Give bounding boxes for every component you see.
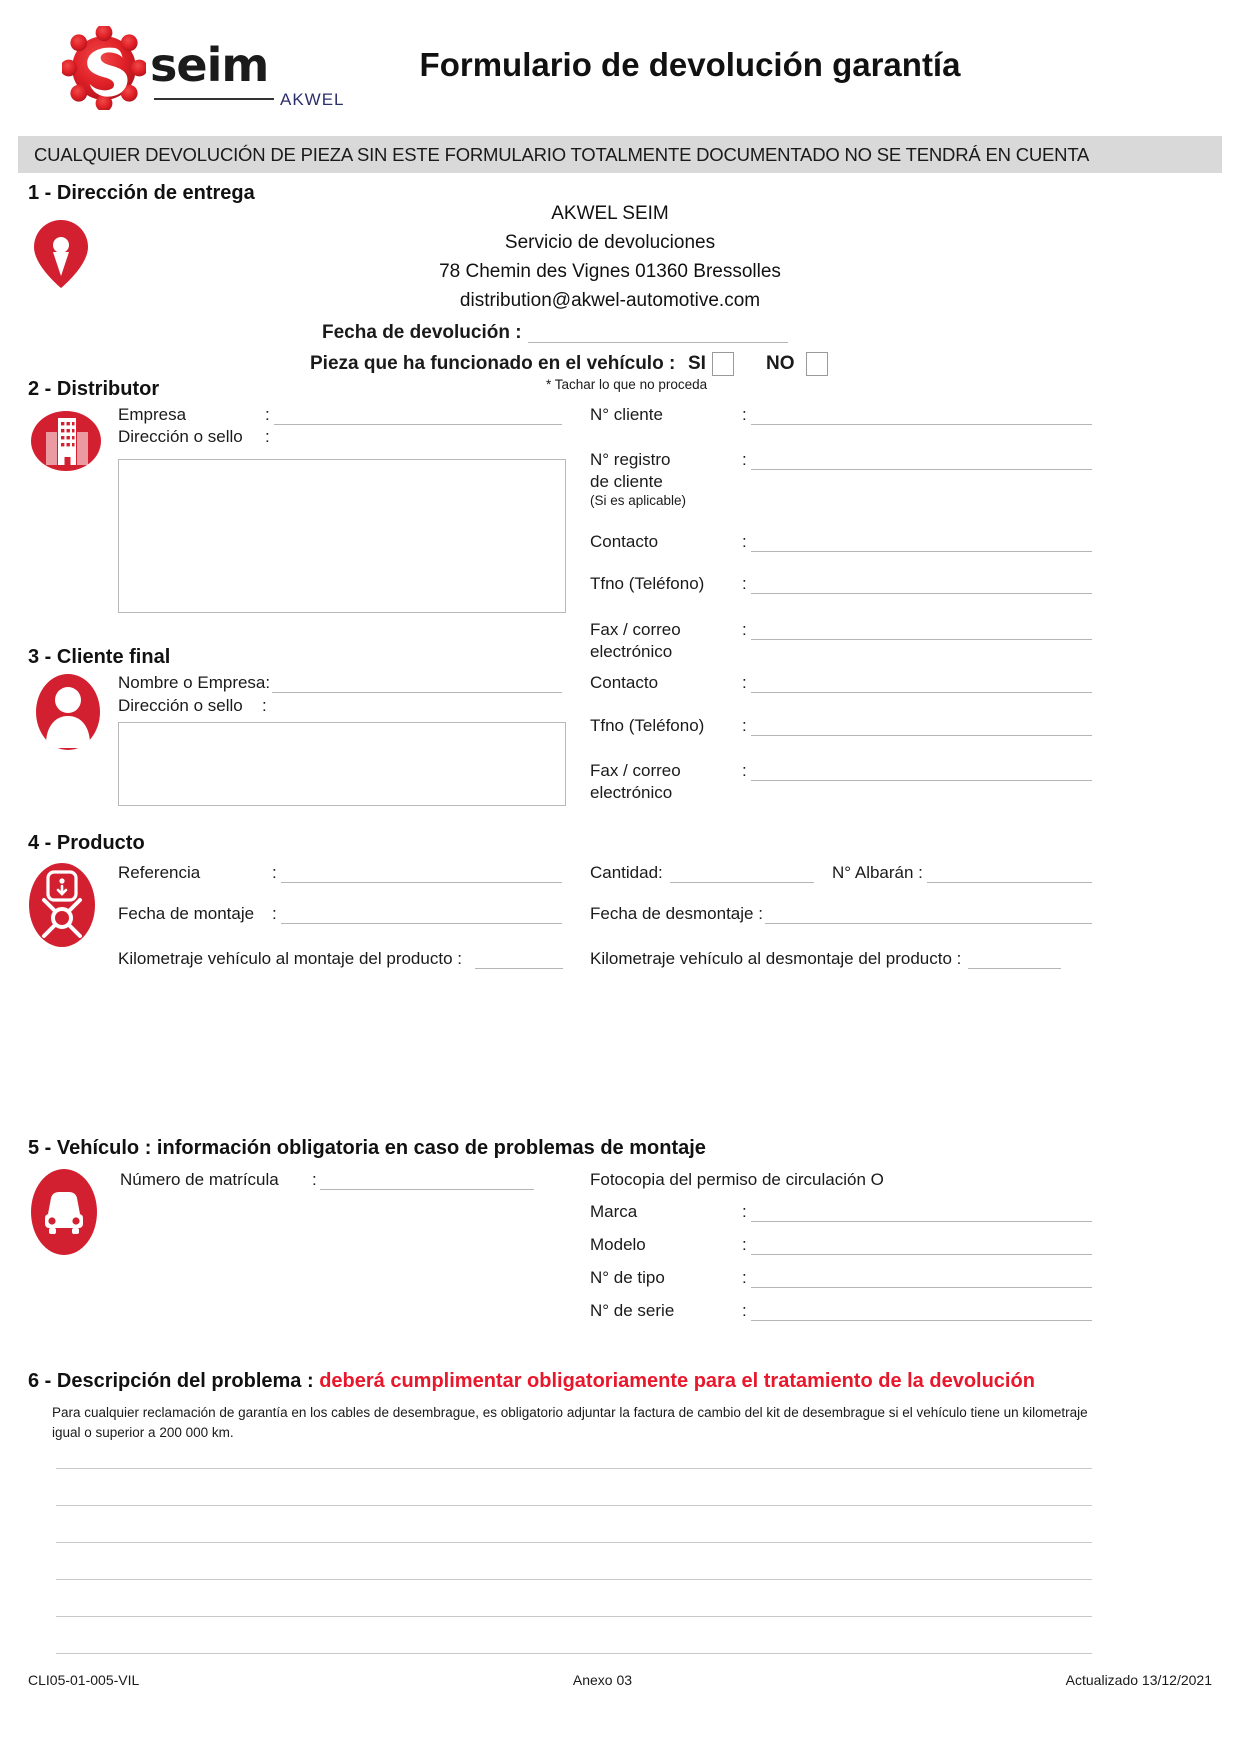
address-line-2: Servicio de devoluciones [504, 232, 716, 253]
description-line-3[interactable] [56, 1542, 1092, 1543]
footer-doc-code: CLI05-01-005-VIL [28, 1672, 140, 1688]
km-montaje-input[interactable] [475, 968, 563, 969]
contacto-colon-3: : [742, 673, 747, 692]
marca-colon: : [742, 1202, 747, 1221]
km-montaje-label: Kilometraje vehículo al montaje del producto : [118, 949, 462, 968]
direccion-sello-colon-3: : [262, 696, 267, 715]
section-1-title: 1 - Dirección de entrega [28, 182, 255, 204]
km-desmontaje-label: Kilometraje vehículo al desmontaje del producto : [590, 949, 962, 968]
tipo-colon: : [742, 1268, 747, 1287]
description-line-1[interactable] [56, 1468, 1092, 1469]
referencia-colon: : [272, 863, 277, 882]
km-desmontaje-input[interactable] [968, 968, 1061, 969]
n-registro-note: (Si es aplicable) [590, 493, 687, 508]
n-cliente-colon: : [742, 405, 747, 424]
part-worked-label: Pieza que ha funcionado en el vehículo : [310, 353, 676, 374]
no-label: NO [766, 353, 795, 374]
n-registro-label-2: de cliente [590, 472, 663, 491]
notice-banner: CUALQUIER DEVOLUCIÓN DE PIEZA SIN ESTE FORMULARIO TOTALMENTE DOCUMENTADO NO SE TENDRÁ EN CUENTA [18, 136, 1222, 173]
empresa-label: Empresa [118, 405, 187, 424]
matricula-input[interactable] [320, 1189, 534, 1190]
contacto-input-3[interactable] [751, 692, 1092, 693]
contacto-label-2: Contacto [590, 532, 659, 551]
fax-label-3b: electrónico [590, 783, 673, 802]
fecha-montaje-input[interactable] [281, 923, 562, 924]
yes-checkbox[interactable] [712, 352, 734, 376]
tipo-label: N° de tipo [590, 1268, 665, 1287]
tfno-colon-3: : [742, 716, 747, 735]
n-registro-input[interactable] [751, 469, 1092, 470]
fax-label-3: Fax / correo [590, 761, 681, 780]
marca-input[interactable] [751, 1221, 1092, 1222]
logo-divider [154, 98, 274, 100]
description-line-4[interactable] [56, 1579, 1092, 1580]
return-date-input[interactable] [528, 342, 788, 343]
nombre-empresa-label: Nombre o Empresa: [118, 673, 271, 692]
direccion-sello-label-2: Dirección o sello [118, 427, 243, 446]
description-line-6[interactable] [56, 1653, 1092, 1654]
address-line-3: 78 Chemin des Vignes 01360 Bressolles [439, 261, 781, 282]
strike-footnote: * Tachar lo que no proceda [546, 377, 708, 392]
fecha-desmontaje-input[interactable] [765, 923, 1092, 924]
section-3-title: 3 - Cliente final [28, 646, 171, 668]
empresa-input[interactable] [274, 424, 562, 425]
return-date-label: Fecha de devolución : [322, 322, 522, 343]
yes-label: SI [688, 353, 706, 374]
logo-wordmark: seim [150, 38, 269, 92]
contacto-input-2[interactable] [751, 551, 1092, 552]
client-address-box[interactable] [118, 722, 566, 806]
serie-colon: : [742, 1301, 747, 1320]
fax-input-3[interactable] [751, 780, 1092, 781]
empresa-colon: : [265, 405, 270, 424]
tipo-input[interactable] [751, 1287, 1092, 1288]
no-checkbox[interactable] [806, 352, 828, 376]
fecha-montaje-label: Fecha de montaje [118, 904, 255, 923]
tfno-label-3: Tfno (Teléfono) [590, 716, 705, 735]
referencia-label: Referencia [118, 863, 201, 882]
description-line-2[interactable] [56, 1505, 1092, 1506]
logo-akwel-text: AKWEL [280, 90, 345, 109]
tfno-colon-2: : [742, 574, 747, 593]
fax-label-2: Fax / correo [590, 620, 681, 639]
matricula-colon: : [312, 1170, 317, 1189]
fecha-montaje-colon: : [272, 904, 277, 923]
footer-updated: Actualizado 13/12/2021 [1065, 1672, 1212, 1688]
product-tag-icon [26, 862, 98, 948]
albaran-input[interactable] [927, 882, 1092, 883]
nombre-empresa-input[interactable] [272, 692, 562, 693]
serie-label: N° de serie [590, 1301, 675, 1320]
cantidad-input[interactable] [670, 882, 814, 883]
tfno-input-3[interactable] [751, 735, 1092, 736]
building-icon [30, 410, 102, 472]
tfno-input-2[interactable] [751, 593, 1092, 594]
section-5-title: 5 - Vehículo : información obligatoria en caso de problemas de montaje [28, 1137, 706, 1159]
fecha-desmontaje-label: Fecha de desmontaje : [590, 904, 763, 923]
n-registro-label: N° registro [590, 450, 671, 469]
modelo-input[interactable] [751, 1254, 1092, 1255]
referencia-input[interactable] [281, 882, 562, 883]
modelo-colon: : [742, 1235, 747, 1254]
description-line-5[interactable] [56, 1616, 1092, 1617]
n-registro-colon: : [742, 450, 747, 469]
direccion-sello-label-3: Dirección o sello [118, 696, 243, 715]
fax-label-2b: electrónico [590, 642, 673, 661]
marca-label: Marca [590, 1202, 638, 1221]
page-title: Formulario de devolución garantía [419, 46, 961, 83]
address-line-4: distribution@akwel-automotive.com [459, 290, 761, 311]
direccion-sello-colon-2: : [265, 427, 270, 446]
section-2-title: 2 - Distributor [28, 378, 160, 400]
address-line-1: AKWEL SEIM [551, 203, 669, 224]
modelo-label: Modelo [590, 1235, 646, 1254]
section-6-title [28, 1370, 1035, 1393]
section-4-title: 4 - Producto [28, 832, 145, 854]
n-cliente-label: N° cliente [590, 405, 663, 424]
fax-colon-3: : [742, 761, 747, 780]
distributor-address-box[interactable] [118, 459, 566, 613]
car-icon [28, 1168, 100, 1256]
permiso-circulacion-label: Fotocopia del permiso de circulación O [590, 1170, 884, 1189]
page-footer [28, 1672, 1212, 1688]
fax-input-2[interactable] [751, 639, 1092, 640]
person-avatar-icon [34, 672, 102, 752]
section-6-note: Para cualquier reclamación de garantía en los cables de desembrague, es obligatorio adjuntar la factura de cambio del kit de desembrague si el vehículo tiene un kilometraje igual o superior a 200 000 km. [52, 1405, 1088, 1441]
fax-colon-2: : [742, 620, 747, 639]
serie-input[interactable] [751, 1320, 1092, 1321]
section-6-title-black: 6 - Descripción del problema : [28, 1370, 320, 1392]
tfno-label-2: Tfno (Teléfono) [590, 574, 705, 593]
contacto-label-3: Contacto [590, 673, 659, 692]
matricula-label: Número de matrícula [120, 1170, 279, 1189]
cantidad-label: Cantidad: [590, 863, 663, 882]
n-cliente-input[interactable] [751, 424, 1092, 425]
page-header [0, 0, 1240, 130]
contacto-colon-2: : [742, 532, 747, 551]
location-pin-icon [30, 218, 92, 290]
section-6-title-red: deberá cumplimentar obligatoriamente para el tratamiento de la devolución [319, 1370, 1035, 1392]
albaran-label: N° Albarán : [832, 863, 923, 882]
footer-annex: Anexo 03 [572, 1672, 633, 1688]
